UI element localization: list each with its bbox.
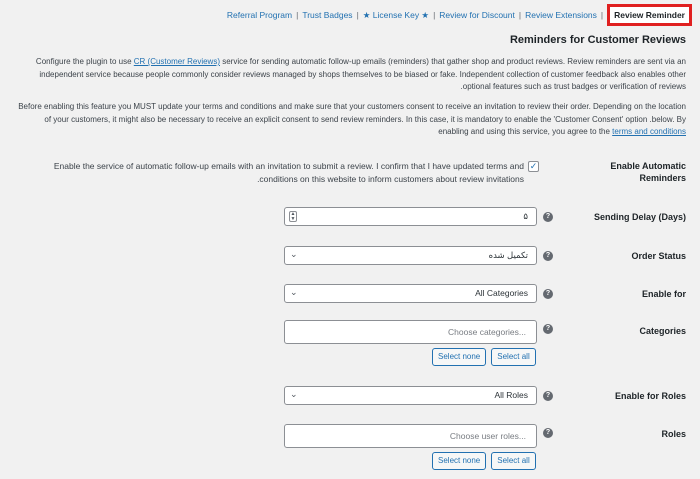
enable-reminders-description: Enable the service of automatic follow-up emails with an invitation to submit a review. I confirm that I have updated terms and .conditions on this website to inform customers about review invitations (53, 161, 524, 184)
tab-license-key[interactable]: ★ License Key ★ (362, 9, 430, 20)
tab-review-extensions[interactable]: Review Extensions (525, 10, 597, 20)
sending-delay-input[interactable] (284, 207, 537, 226)
order-status-label: Order Status (631, 251, 686, 261)
categories-buttons (432, 348, 537, 366)
question-mark-icon[interactable]: ? (543, 391, 553, 401)
sending-delay-label: Sending Delay (Days) (593, 212, 686, 222)
tab-separator: | (296, 10, 299, 20)
enable-for-select[interactable] (284, 284, 537, 303)
order-status-select[interactable] (284, 246, 537, 265)
categories-select-all-button[interactable]: Select all (491, 348, 535, 366)
description-intro (14, 56, 686, 94)
cr-service-link[interactable]: CR (Customer Reviews) (133, 57, 220, 66)
description-consent (14, 101, 686, 139)
chevron-down-icon: ⌄ (290, 287, 298, 297)
enable-for-label: Enable for (641, 289, 686, 299)
categories-label: Categories (639, 326, 686, 336)
tab-separator: | (433, 10, 436, 20)
enable-roles-select[interactable] (284, 386, 537, 405)
description-text: Before enabling this feature you MUST update your terms and conditions and make sure that your customers consent to receive an invitation to review their order. Depending on the location of your customers, it might also be necessary to receive an explicit consent to send review reminders. In this case, it is mandatory to enable the 'Customer Consent' option .below. By enabling and using this service, you agree to the (18, 102, 686, 136)
tab-review-for-discount[interactable]: Review for Discount (439, 10, 515, 20)
enable-reminders-checkbox[interactable] (528, 161, 539, 172)
roles-buttons (432, 452, 537, 470)
question-mark-icon[interactable]: ? (543, 289, 553, 299)
tab-referral-program[interactable]: Referral Program (226, 10, 293, 20)
question-mark-icon[interactable]: ? (543, 251, 553, 261)
roles-multiselect[interactable] (284, 424, 537, 448)
terms-link[interactable]: terms and conditions (612, 127, 686, 136)
categories-select-none-button[interactable]: Select none (432, 348, 486, 366)
description-text: service for sending automatic follow-up emails (reminders) that gather shop and product reviews. Review reminders are sent via an independent service because people commonly consider reviews managed by shops themselves to be biased or fake. Independent collection of customer feedback also enables other .optional features such as trust badges or verification of reviews (39, 57, 686, 91)
order-status-value: تکمیل شده (488, 250, 528, 260)
settings-tabs (180, 4, 692, 26)
roles-placeholder: Choose user roles... (449, 431, 526, 441)
page-title: Reminders for Customer Reviews (509, 34, 686, 46)
chevron-down-icon: ⌄ (290, 389, 298, 399)
sending-delay-value: ۵ (523, 211, 528, 221)
tab-review-reminder[interactable]: Review Reminder (607, 4, 692, 26)
question-mark-icon[interactable]: ? (543, 428, 553, 438)
enable-for-value: All Categories (475, 288, 528, 298)
categories-placeholder: Choose categories... (448, 327, 526, 337)
question-mark-icon[interactable]: ? (543, 324, 553, 334)
tab-trust-badges[interactable]: Trust Badges (302, 10, 353, 20)
question-mark-icon[interactable]: ? (543, 212, 553, 222)
roles-select-none-button[interactable]: Select none (432, 452, 486, 470)
enable-roles-label: Enable for Roles (614, 391, 686, 401)
categories-multiselect[interactable] (284, 320, 537, 344)
tab-separator: | (518, 10, 522, 20)
tab-separator: | (600, 10, 604, 20)
chevron-down-icon: ⌄ (290, 249, 298, 259)
description-text: Configure the plugin to use (35, 57, 134, 66)
checkmark-icon: ✓ (529, 161, 538, 171)
enable-reminders-label: Enable Automatic Reminders (610, 161, 686, 183)
roles-select-all-button[interactable]: Select all (491, 452, 535, 470)
roles-label: Roles (661, 429, 686, 439)
tab-separator: | (356, 10, 359, 20)
enable-roles-value: All Roles (494, 390, 528, 400)
number-spinner-icon[interactable]: ▲ ▼ (290, 211, 296, 222)
